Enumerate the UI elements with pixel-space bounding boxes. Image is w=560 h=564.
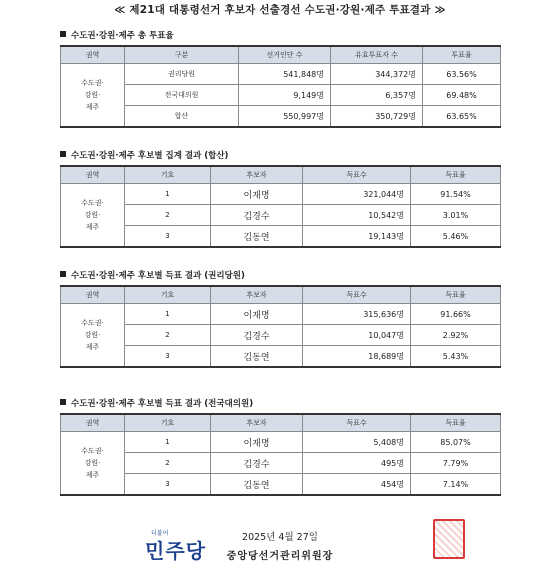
table-cell: 63.56% (423, 64, 501, 85)
column-header: 권역 (61, 166, 125, 184)
table-cell: 1 (125, 432, 211, 453)
table-header-row (61, 166, 501, 184)
table-cell: 2 (125, 205, 211, 226)
table-cell: 전국대의원 (125, 85, 239, 106)
table-cell: 350,729명 (331, 106, 423, 128)
table-cell: 541,848명 (239, 64, 331, 85)
column-header: 후보자 (211, 286, 303, 304)
table-cell: 5.43% (411, 346, 501, 368)
table-cell: 김경수 (211, 205, 303, 226)
table-cell: 63.65% (423, 106, 501, 128)
column-header: 유효투표자 수 (331, 46, 423, 64)
table-cell: 3.01% (411, 205, 501, 226)
table-cell: 19,143명 (303, 226, 411, 248)
table-row (61, 64, 501, 85)
table-cell: 2 (125, 325, 211, 346)
table-cell: 344,372명 (331, 64, 423, 85)
table-cell: 합산 (125, 106, 239, 128)
table-row (61, 474, 501, 496)
table-cell: 495명 (303, 453, 411, 474)
table-cell: 1 (125, 184, 211, 205)
column-header: 권역 (61, 46, 125, 64)
table-cell: 9,149명 (239, 85, 331, 106)
table-cell: 85.07% (411, 432, 501, 453)
table-cell: 이재명 (211, 432, 303, 453)
column-header: 기호 (125, 414, 211, 432)
region-cell: 수도권· 강원· 제주 (61, 184, 125, 248)
table-header-row (61, 286, 501, 304)
results-table (60, 45, 501, 128)
table-cell: 10,047명 (303, 325, 411, 346)
official-seal (433, 519, 465, 559)
table-cell: 315,636명 (303, 304, 411, 325)
table-cell: 3 (125, 474, 211, 496)
section-heading-text: 수도권·강원·제주 후보별 득표 결과 (전국대의원) (71, 399, 254, 409)
table-cell: 김동연 (211, 474, 303, 496)
column-header: 선거인단 수 (239, 46, 331, 64)
section-heading-row (60, 150, 500, 162)
logo-big-text: 민주당 (145, 539, 206, 563)
table-cell: 5.46% (411, 226, 501, 248)
table-cell: 91.54% (411, 184, 501, 205)
table-cell: 454명 (303, 474, 411, 496)
table-row (61, 226, 501, 248)
table-cell: 10,542명 (303, 205, 411, 226)
results-table (60, 413, 501, 496)
table-header-row (61, 414, 501, 432)
results-table (60, 165, 501, 248)
table-row (61, 453, 501, 474)
column-header: 권역 (61, 286, 125, 304)
table-cell: 김경수 (211, 325, 303, 346)
region-cell: 수도권· 강원· 제주 (61, 304, 125, 368)
table-cell: 6,357명 (331, 85, 423, 106)
section-heading-row (60, 270, 500, 282)
table-header-row (61, 46, 501, 64)
column-header: 득표율 (411, 286, 501, 304)
table-cell: 1 (125, 304, 211, 325)
member-results-section (60, 270, 500, 368)
table-cell: 69.48% (423, 85, 501, 106)
table-row (61, 184, 501, 205)
column-header: 득표수 (303, 286, 411, 304)
document-title: ≪ 제21대 대통령선거 후보자 선출경선 수도권·강원·제주 투표결과 ≫ (114, 4, 446, 16)
column-header: 기호 (125, 166, 211, 184)
logo-small-text: 더불어 (151, 530, 169, 537)
column-header: 기호 (125, 286, 211, 304)
section-heading-row (60, 30, 500, 42)
footer-date: 2025년 4월 27일 (242, 532, 318, 543)
column-header: 권역 (61, 414, 125, 432)
delegate-results-section (60, 398, 500, 496)
table-row (61, 106, 501, 128)
table-cell: 3 (125, 226, 211, 248)
table-cell: 18,689명 (303, 346, 411, 368)
table-cell: 2 (125, 453, 211, 474)
table-cell: 김경수 (211, 453, 303, 474)
table-cell: 5,408명 (303, 432, 411, 453)
column-header: 득표율 (411, 166, 501, 184)
table-cell: 김동연 (211, 346, 303, 368)
table-cell: 321,044명 (303, 184, 411, 205)
table-cell: 김동연 (211, 226, 303, 248)
table-cell: 550,997명 (239, 106, 331, 128)
table-cell: 7.14% (411, 474, 501, 496)
column-header: 투표율 (423, 46, 501, 64)
results-table (60, 285, 501, 368)
region-cell: 수도권· 강원· 제주 (61, 64, 125, 128)
table-row (61, 432, 501, 453)
region-cell: 수도권· 강원· 제주 (61, 432, 125, 496)
table-row (61, 85, 501, 106)
square-bullet-icon (60, 399, 66, 405)
turnout-section (60, 30, 500, 128)
square-bullet-icon (60, 151, 66, 157)
column-header: 득표율 (411, 414, 501, 432)
column-header: 득표수 (303, 166, 411, 184)
column-header: 구분 (125, 46, 239, 64)
section-heading-text: 수도권·강원·제주 총 투표율 (71, 31, 174, 41)
square-bullet-icon (60, 31, 66, 37)
table-cell: 7.79% (411, 453, 501, 474)
table-cell: 이재명 (211, 184, 303, 205)
footer-organization: 중앙당선거관리위원장 (226, 551, 334, 562)
section-heading-text: 수도권·강원·제주 후보별 득표 결과 (권리당원) (71, 271, 245, 281)
table-cell: 권리당원 (125, 64, 239, 85)
table-cell: 91.66% (411, 304, 501, 325)
square-bullet-icon (60, 271, 66, 277)
table-cell: 2.92% (411, 325, 501, 346)
table-cell: 이재명 (211, 304, 303, 325)
table-row (61, 205, 501, 226)
column-header: 득표수 (303, 414, 411, 432)
table-row (61, 325, 501, 346)
table-cell: 3 (125, 346, 211, 368)
column-header: 후보자 (211, 414, 303, 432)
table-row (61, 304, 501, 325)
table-row (61, 346, 501, 368)
column-header: 후보자 (211, 166, 303, 184)
section-heading-text: 수도권·강원·제주 후보별 집계 결과 (합산) (71, 151, 229, 161)
combined-results-section (60, 150, 500, 248)
section-heading-row (60, 398, 500, 410)
